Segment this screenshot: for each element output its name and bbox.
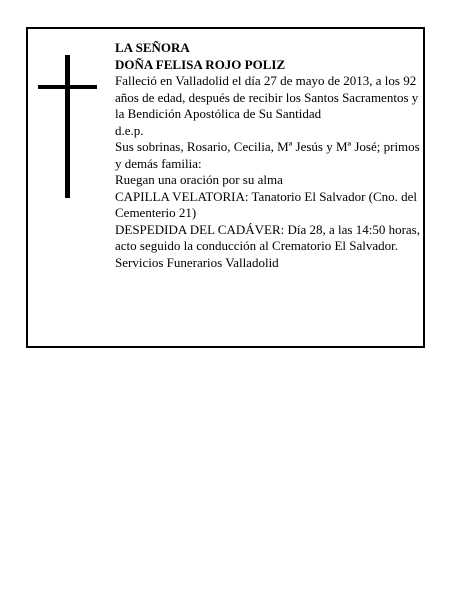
cross-vertical-bar [65, 55, 70, 198]
services-text: Servicios Funerarios Valladolid [115, 254, 279, 270]
obituary-notice [26, 27, 425, 348]
deceased-name: DOÑA FELISA ROJO POLIZ [115, 56, 286, 72]
cross-horizontal-bar [38, 85, 97, 89]
farewell-text: DESPEDIDA DEL CADÁVER: Día 28, a las 14:50 horas, acto seguido la conducción al Crematorio El Salvador. [115, 221, 420, 253]
notice-text [115, 40, 425, 271]
prayer-text: Ruegan una oración por su alma [115, 172, 283, 187]
dep-text: d.e.p. [115, 122, 144, 138]
death-details: Falleció en Valladolid el día 27 de mayo de 2013, a los 92 años de edad, después de recibir los Santos Sacramentos y la Bendición Apostólica de Su Santidad [115, 73, 419, 121]
family-text: Sus sobrinas, Rosario, Cecilia, Mª Jesús y Mª José; primos y demás familia: [115, 139, 420, 171]
notice-title: LA SEÑORA [115, 40, 190, 55]
chapel-text: CAPILLA VELATORIA: Tanatorio El Salvador (Cno. del Cementerio 21) [115, 188, 418, 220]
